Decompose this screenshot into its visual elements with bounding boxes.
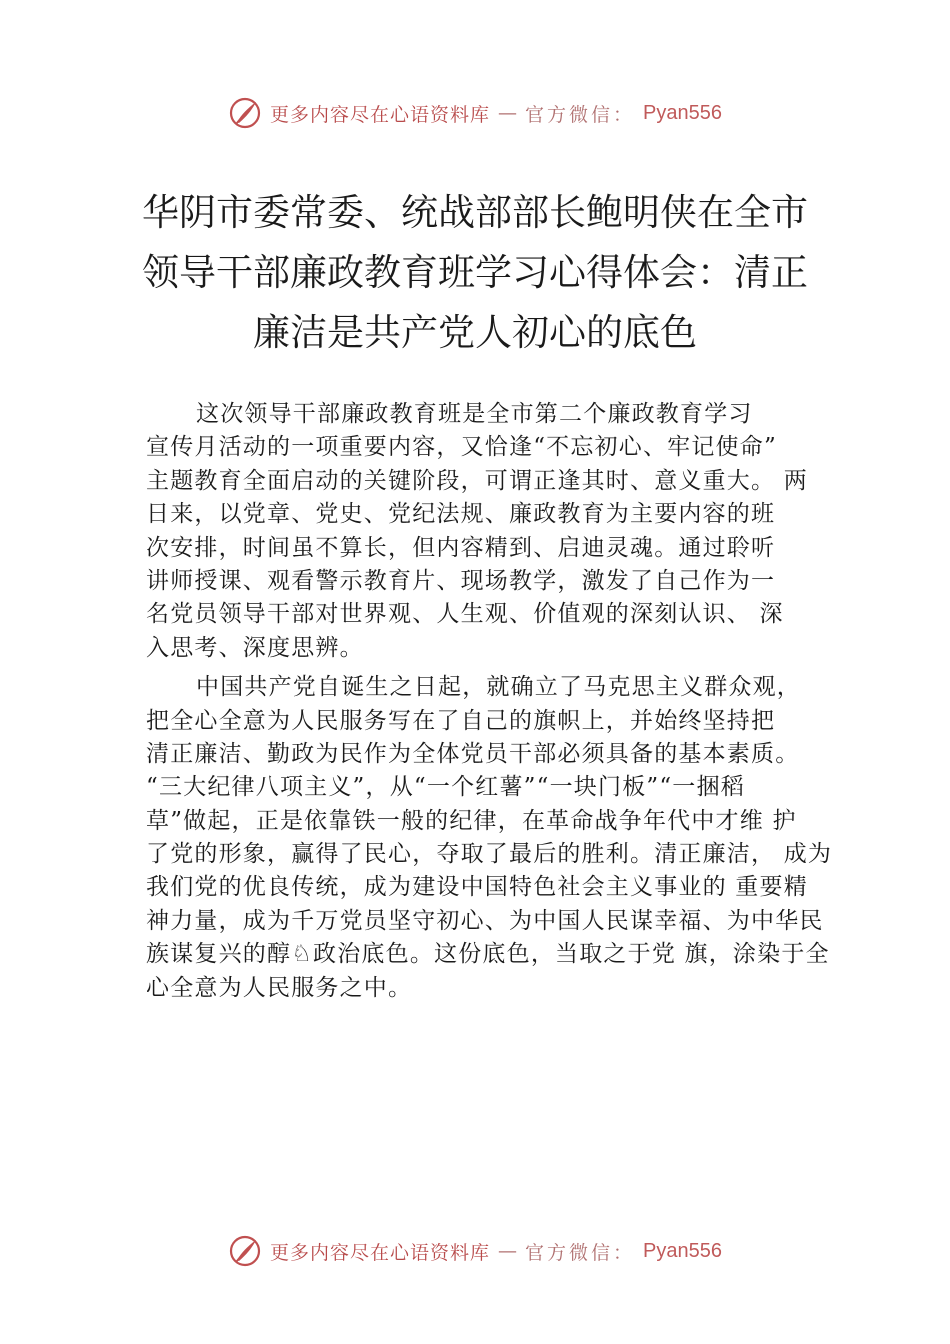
footer-separator: — [498, 1240, 518, 1262]
header-wechat-label: 官方微信： [525, 103, 636, 126]
header-wechat-id: Pyan556 [643, 101, 722, 124]
text-line: “三大纪律八项主义”，从“一个红薯”“一块门板”“一捆稻 [146, 774, 745, 801]
header-banner [0, 96, 950, 130]
text-line: 日来，以党章、党史、党纪法规、廉政教育为主要内容的班 [146, 501, 776, 528]
text-line: 名党员领导干部对世界观、人生观、价值观的深刻认识、 深 [146, 601, 784, 628]
text-line: 草”做起，正是依靠铁一般的纪律，在革命战争年代中才维 护 [146, 807, 797, 834]
paragraph-2 [146, 671, 836, 1005]
text-line: 神力量，成为千万党员坚守初心、为中国人民谋幸福、为中华民 [146, 907, 824, 934]
text-line: 讲师授课、观看警示教育片、现场教学，激发了自己作为一 [146, 567, 776, 594]
text-line: 入思考、深度思辨。 [146, 634, 364, 661]
text-line: 心全意为人民服务之中。 [146, 974, 413, 1001]
text-line: 主题教育全面启动的关键阶段，可谓正逢其时、意义重大。 两 [146, 467, 808, 494]
title-line: 华阴市委常委、统战部部长鲍明侠在全市 [142, 191, 808, 234]
text-line: 把全心全意为人民服务写在了自己的旗帜上，并始终坚持把 [146, 707, 776, 734]
header-separator: — [498, 102, 518, 124]
text-line: 次安排，时间虽不算长，但内容精到、启迪灵魂。通过聆听 [146, 534, 776, 561]
document-title [140, 183, 810, 363]
paragraph-1 [146, 398, 836, 665]
text-line: 我们党的优良传统，成为建设中国特色社会主义事业的 重要精 [146, 874, 808, 901]
quill-logo-icon [228, 96, 262, 130]
text-line: 宣传月活动的一项重要内容，又恰逢“不忘初心、牢记使命” [146, 434, 777, 461]
text-line: 了党的形象，赢得了民心，夺取了最后的胜利。清正廉洁， 成为 [146, 841, 833, 868]
header-brand-text: 更多内容尽在心语资料库 [270, 103, 491, 126]
title-line: 廉洁是共产党人初心的底色 [253, 311, 697, 354]
text-line: 这次领导干部廉政教育班是全市第二个廉政教育学习 [196, 401, 753, 427]
document-body [146, 398, 836, 1005]
footer-wechat-label: 官方微信： [525, 1241, 636, 1264]
text-line: 清正廉洁、勤政为民作为全体党员干部必须具备的基本素质。 [146, 740, 800, 767]
footer-banner [0, 1234, 950, 1268]
text-line: 族谋复兴的醇♘政治底色。这份底色，当取之于党 旗，涂染于全 [146, 941, 830, 968]
quill-logo-icon [228, 1234, 262, 1268]
footer-wechat-id: Pyan556 [643, 1239, 722, 1262]
text-line: 中国共产党自诞生之日起，就确立了马克思主义群众观， [196, 674, 801, 701]
title-line: 领导干部廉政教育班学习心得体会：清正 [142, 251, 808, 294]
footer-brand-text: 更多内容尽在心语资料库 [270, 1241, 491, 1264]
